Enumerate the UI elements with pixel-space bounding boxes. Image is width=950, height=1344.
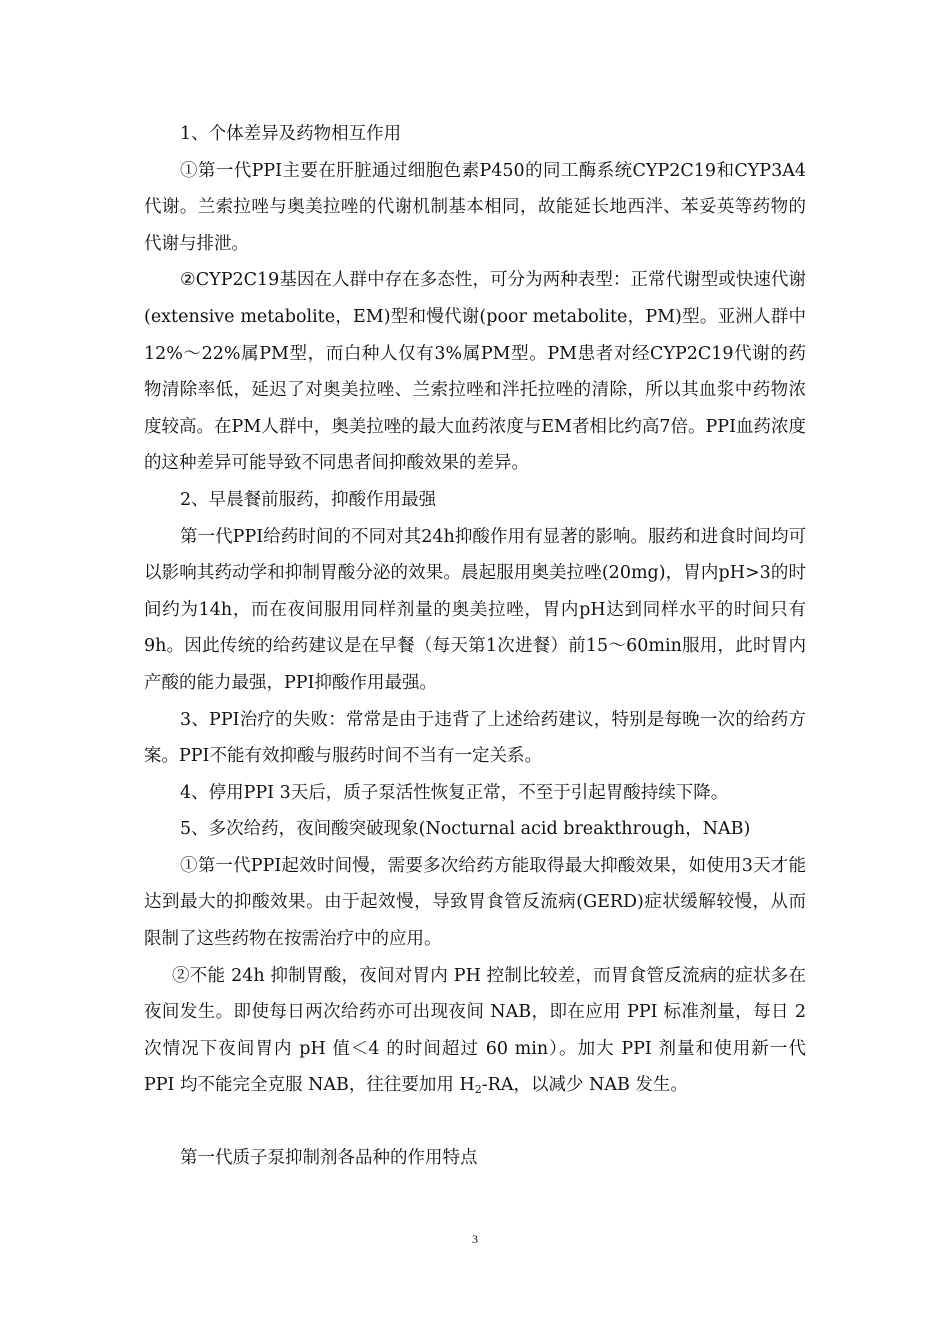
heading-individual-differences: 1、个体差异及药物相互作用 bbox=[180, 124, 402, 144]
blank-line bbox=[144, 1104, 806, 1140]
paragraph-cyp2c19-polymorphism: ②CYP2C19基因在人群中存在多态性，可分为两种表型：正常代谢型或快速代谢(extensive metabolite，EM)型和慢代谢(poor metabolite，PM)型。亚洲人群中12%～22%属PM型，而白种人仅有3%属PM型。PM患者对经CYP2C19代谢的药物清除率低，延迟了对奥美拉唑、兰索拉唑和泮托拉唑的清除，所以其血浆中药物浓度较高。在PM人群中，奥美拉唑的最大血药浓度与EM者相比约高7倍。PPI血药浓度的这种差异可能导致不同患者间抑酸效果的差异。 bbox=[144, 270, 806, 474]
paragraph-treatment-failure: 3、PPI治疗的失败：常常是由于违背了上述给药建议，特别是每晚一次的给药方案。PPI不能有效抑酸与服药时间不当有一定关系。 bbox=[144, 709, 806, 767]
subscript-2: 2 bbox=[474, 1083, 482, 1097]
nocturnal-text-after: -RA，以减少 NAB 发生。 bbox=[481, 1075, 688, 1096]
page-number: 3 bbox=[472, 1232, 478, 1246]
heading-nab: 5、多次给药，夜间酸突破现象(Nocturnal acid breakthrough，NAB) bbox=[180, 819, 751, 840]
paragraph-slow-onset: ①第一代PPI起效时间慢，需要多次给药方能取得最大抑酸效果，如使用3天才能达到最大的抑酸效果。由于起效慢，导致胃食管反流病(GERD)症状缓解较慢，从而限制了这些药物在按需治疗中的应用。 bbox=[144, 855, 806, 950]
paragraph-dosing-time: 第一代PPI给药时间的不同对其24h抑酸作用有显著的影响。服药和进食时间均可以影响其药动学和抑制胃酸分泌的效果。晨起服用奥美拉唑(20mg)，胃内pH>3的时间约为14h，而在夜间服用同样剂量的奥美拉唑，胃内pH达到同样水平的时间只有9h。因此传统的给药建议是在早餐（每天第1次进餐）前15～60min服用，此时胃内产酸的能力最强，PPI抑酸作用最强。 bbox=[144, 526, 806, 693]
nocturnal-text-before: ②不能 24h 抑制胃酸，夜间对胃内 PH 控制比较差，而胃食管反流病的症状多在夜间发生。即使每日两次给药亦可出现夜间 NAB，即在应用 PPI 标准剂量，每日 2 次情况下夜间胃内 pH 值＜4 的时间超过 60 min）。加大 PPI 剂量和使用新一代 PPI 均不能完全克服 NAB，往往要加用 H bbox=[144, 965, 806, 1096]
paragraph-metabolism: ①第一代PPI主要在肝脏通过细胞色素P450的同工酶系统CYP2C19和CYP3A4代谢。兰索拉唑与奥美拉唑的代谢机制基本相同，故能延长地西泮、苯妥英等药物的代谢与排泄。 bbox=[144, 160, 806, 254]
heading-morning-dosing: 2、早晨餐前服药，抑酸作用最强 bbox=[180, 489, 437, 510]
paragraph-nocturnal-control bbox=[144, 958, 806, 1104]
section-heading: 第一代质子泵抑制剂各品种的作用特点 bbox=[180, 1148, 478, 1169]
paragraph-stop-ppi: 4、停用PPI 3天后，质子泵活性恢复正常，不至于引起胃酸持续下降。 bbox=[180, 782, 729, 803]
page-content bbox=[144, 116, 806, 1177]
